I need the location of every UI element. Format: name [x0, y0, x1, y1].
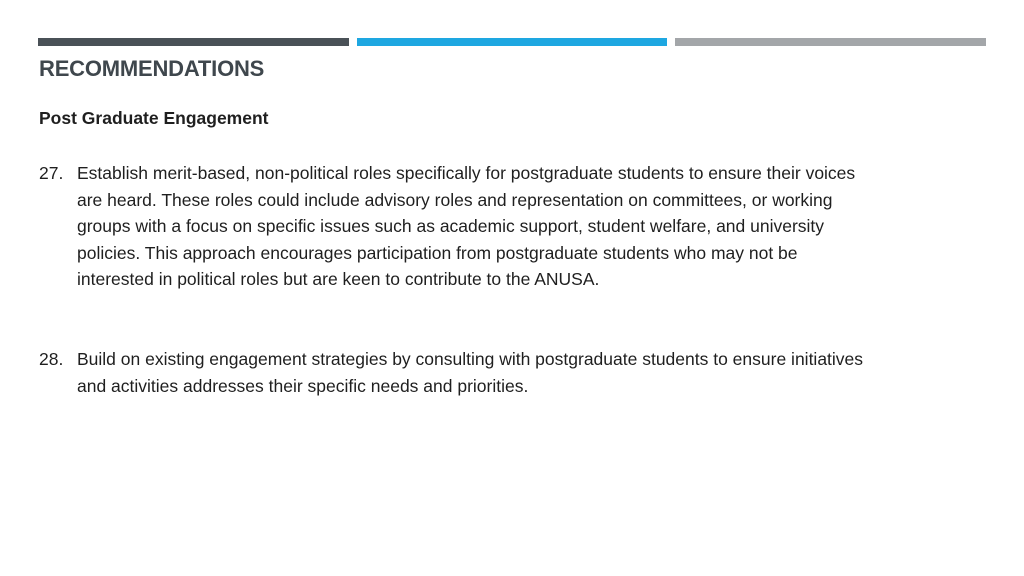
recommendation-text: Establish merit-based, non-political roles specifically for postgraduate students to ensure their voices are heard. These roles could include advisory roles and representation on committees, or working groups with a focus on specific issues such as academic support, student welfare, and university policies. This approach encourages participation from postgraduate students who may not be interested in political roles but are keen to contribute to the ANUSA.: [77, 163, 856, 289]
recommendation-number: 28.: [39, 349, 64, 369]
section-subtitle: Post Graduate Engagement: [39, 108, 269, 128]
slide-title: RECOMMENDATIONS: [39, 56, 265, 81]
header-accent-bar-blue: [357, 38, 667, 46]
header-accent-bar-grey: [675, 38, 986, 46]
header-accent-bar-dark: [38, 38, 349, 46]
recommendation-item: [39, 346, 969, 399]
recommendation-item: [39, 160, 969, 293]
recommendation-number: 27.: [39, 163, 64, 183]
recommendation-text: Build on existing engagement strategies by consulting with postgraduate students to ensure initiatives and activities addresses their specific needs and priorities.: [77, 349, 864, 396]
